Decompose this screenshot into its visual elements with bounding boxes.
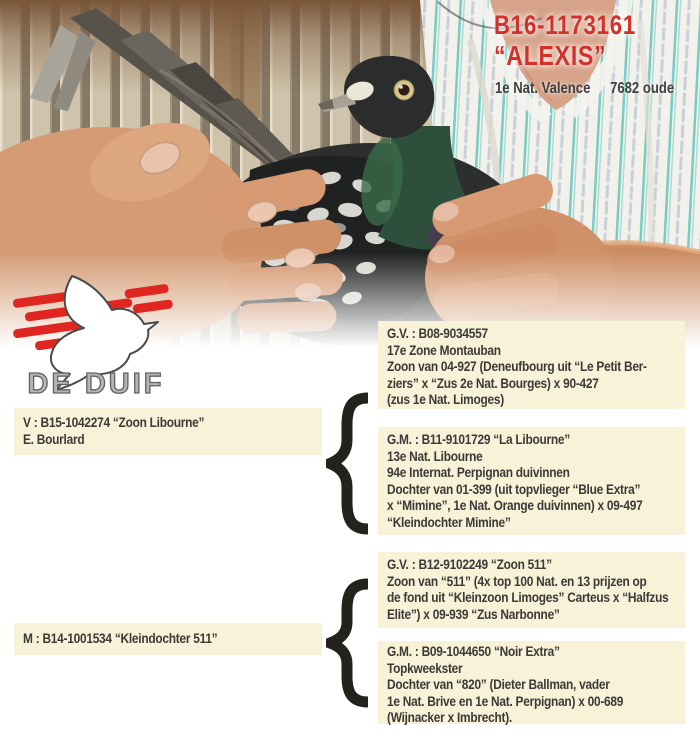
text-line: x “Mimine”, 1e Nat. Orange duivinnen) x 09-497 <box>387 497 643 513</box>
text-line: V : B15-1042274 “Zoon Libourne” <box>23 414 205 430</box>
text-line: G.M. : B09-1044650 “Noir Extra” <box>387 643 560 659</box>
brace-icon-mother <box>326 578 372 708</box>
text-line: E. Bourlard <box>23 430 85 447</box>
race-result-row <box>495 80 674 98</box>
text-line: “Kleindochter Mimine” <box>387 513 511 530</box>
text-line: 1e Nat. Brive en 1e Nat. Perpignan) x 00-689 <box>387 692 624 709</box>
text-line: 17e Zone Montauban <box>387 341 501 358</box>
entrants-count: 7682 oude <box>610 80 675 97</box>
text-line: Elite”) x 09-939 “Zus Narbonne” <box>387 605 560 622</box>
text-line: M : B14-1001534 “Kleindochter 511” <box>23 630 218 646</box>
text-line: Dochter van “820” (Dieter Ballman, vader <box>387 676 610 692</box>
de-duif-logo <box>10 274 182 400</box>
text-line: Topkweekster <box>387 659 463 676</box>
text-line: G.V. : B12-9102249 “Zoon 511” <box>387 556 552 572</box>
text-line: G.V. : B08-9034557 <box>387 325 488 341</box>
text-line: ziers” x “Zus 2e Nat. Bourges) x 90-427 <box>387 374 599 391</box>
text-line: 13e Nat. Libourne <box>387 447 483 464</box>
ring-number: B16-1173161 <box>494 10 636 40</box>
pedigree-box-maternal-grandmother <box>378 641 685 724</box>
text-line: 94e Internat. Perpignan duivinnen <box>387 464 570 480</box>
text-line: Zoon van 04-927 (Deneufbourg uit “Le Petit Ber- <box>387 358 647 374</box>
race-result: 1e Nat. Valence <box>495 80 591 97</box>
pedigree-box-father <box>14 408 322 455</box>
pedigree-box-mother <box>14 623 322 655</box>
text-line: Dochter van 01-399 (uit topvlieger “Blue Extra” <box>387 480 641 497</box>
text-line: Zoon van “511” (4x top 100 Nat. en 13 prijzen op <box>387 572 647 589</box>
text-line: de fond uit “Kleinzoon Limoges” Carteus x “Halfzus <box>387 589 669 605</box>
pedigree-box-maternal-grandfather <box>378 552 685 628</box>
logo-text: DE DUIF <box>27 368 165 400</box>
text-line: (zus 1e Nat. Limoges) <box>387 391 504 407</box>
pigeon-name: “ALEXIS” <box>494 40 607 71</box>
pedigree-box-paternal-grandmother <box>378 427 685 535</box>
text-line: (Wijnacker x Imbrecht). <box>387 709 512 725</box>
brace-icon-father <box>326 392 372 535</box>
text-line: G.M. : B11-9101729 “La Libourne” <box>387 431 570 447</box>
pedigree-box-paternal-grandfather <box>378 321 685 409</box>
